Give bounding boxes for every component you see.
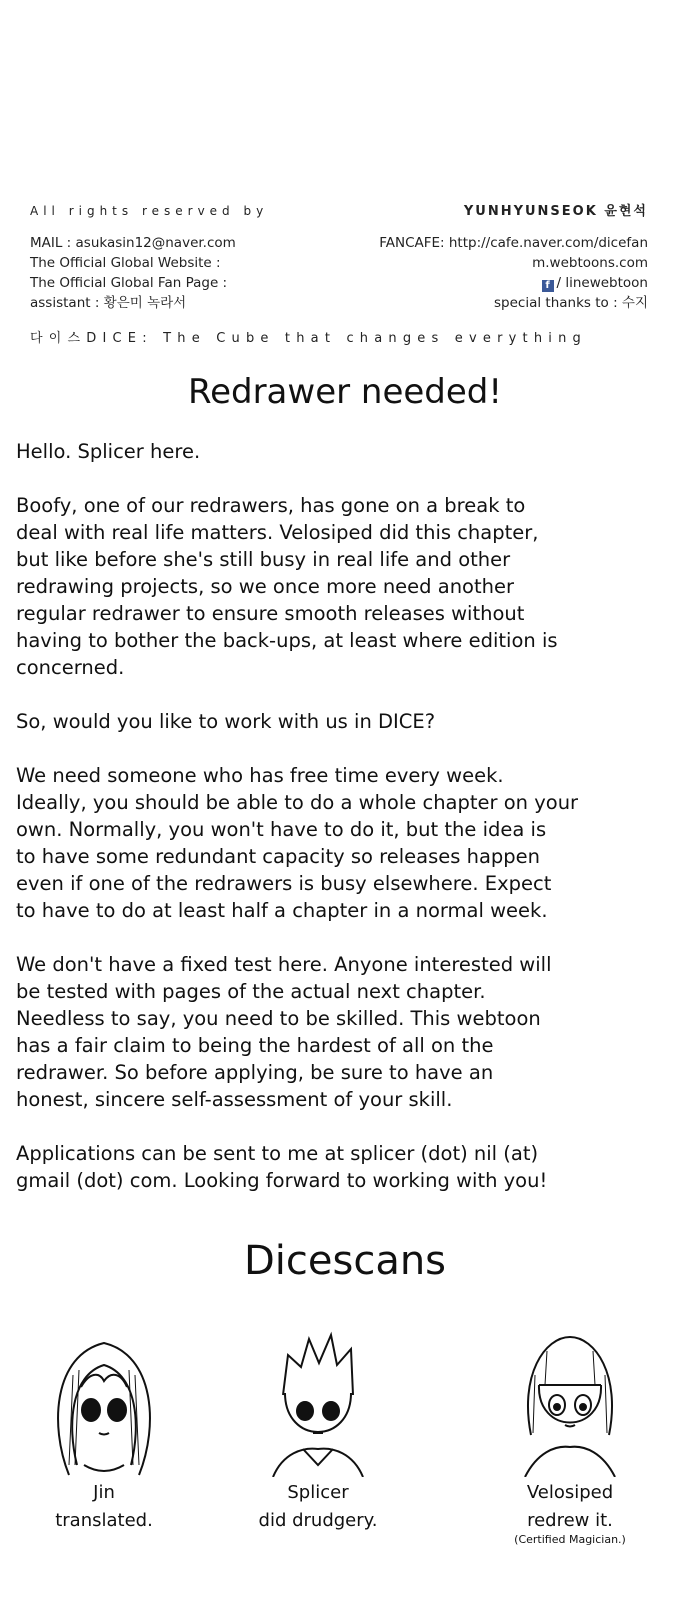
team-member-jin (14, 1315, 194, 1533)
fancafe-text: FANCAFE: http://cafe.naver.com/dicefan (379, 235, 648, 251)
credits-block (30, 200, 648, 346)
credits-website-row (30, 253, 648, 273)
team-member-velosiped (480, 1315, 660, 1546)
thanks-text: special thanks to : 수지 (494, 295, 648, 311)
mail-text: MAIL : asukasin12@naver.com (30, 235, 236, 251)
author-name: YUNHYUNSEOK 윤현석 (463, 204, 648, 219)
credits-assistant-row (30, 293, 648, 313)
credits-mail-row (30, 233, 648, 253)
splicer-role: did drudgery. (258, 1510, 378, 1531)
jin-portrait (29, 1315, 179, 1477)
velosiped-role: redrew it. (527, 1510, 613, 1531)
website-value: m.webtoons.com (532, 255, 648, 271)
notice-paragraph: We need someone who has free time every week. Ideally, you should be able to do a whole chapter on your own. Normally, you won't have to do it, but the idea is to have some redundant capacity so releases happen even if one of the redrawers is busy elsewhere. Expect to have to do at least half a chapter in a normal week. (16, 764, 579, 922)
credits-header-row (30, 200, 648, 219)
notice-paragraph: Applications can be sent to me at splicer (dot) nil (at) gmail (dot) com. Looking forward to working with you! (16, 1142, 548, 1192)
velosiped-name: Velosiped (526, 1482, 614, 1503)
notice-paragraph: We don't have a fixed test here. Anyone interested will be tested with pages of the actual next chapter. Needless to say, you need to be skilled. This webtoon has a fair claim to being the hardest of all on the redrawer. So before applying, be sure to have an honest, sincere self-assessment of your skill. (16, 953, 552, 1111)
splicer-portrait (243, 1315, 393, 1477)
notice-paragraph: So, would you like to work with us in DICE? (16, 710, 436, 733)
fanpage-label: The Official Global Fan Page : (30, 275, 228, 291)
fanpage-value: / linewebtoon (556, 275, 648, 291)
rights-text: All rights reserved by (30, 204, 269, 218)
notice-body (16, 438, 668, 1221)
splicer-name: Splicer (287, 1482, 349, 1503)
jin-role: translated. (55, 1510, 153, 1531)
assistant-text: assistant : 황은미 녹라서 (30, 295, 187, 311)
velosiped-note: (Certified Magician.) (514, 1533, 626, 1546)
website-label: The Official Global Website : (30, 255, 221, 271)
notice-title: Redrawer needed! (187, 372, 503, 412)
credits-fanpage-row (30, 273, 648, 293)
fanpage-value-wrap (542, 273, 649, 293)
notice-paragraph: Hello. Splicer here. (16, 440, 201, 463)
team-member-splicer (228, 1315, 408, 1533)
notice-paragraph: Boofy, one of our redrawers, has gone on a break to deal with real life matters. Velosiped did this chapter, but like before she's still busy in real life and other redrawing projects, so we once more need another regular redrawer to ensure smooth releases without having to bother the back-ups, at least where edition is concerned. (16, 494, 558, 679)
facebook-icon: f (542, 280, 554, 292)
jin-name: Jin (93, 1482, 115, 1503)
team-title: Dicescans (243, 1238, 447, 1284)
tagline-text: 다이스DICE: The Cube that changes everything (30, 331, 587, 346)
velosiped-portrait (495, 1315, 645, 1477)
